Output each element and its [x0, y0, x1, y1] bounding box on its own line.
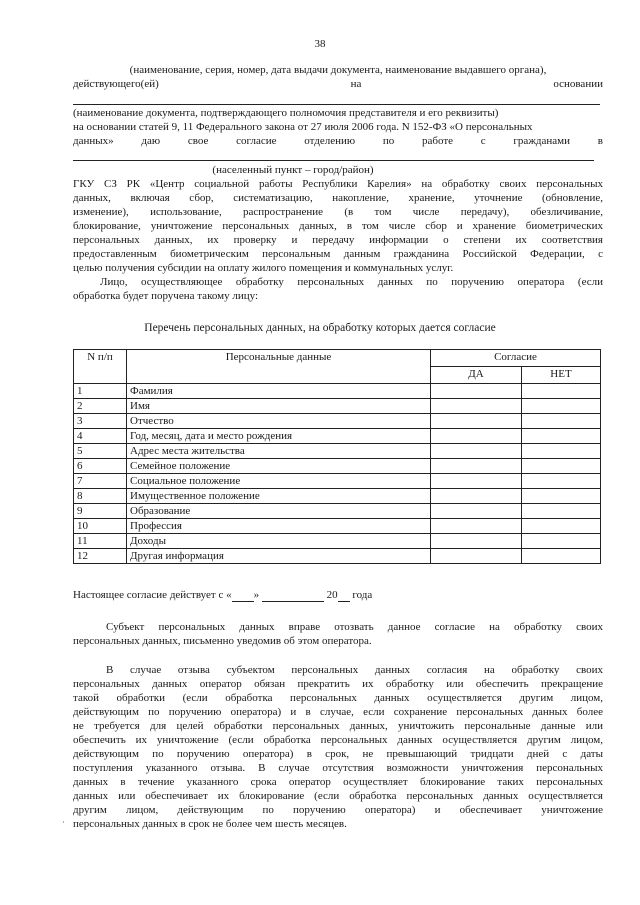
consent-paragraph-line: данных, включая сбор, систематизацию, накопление, хранение, уточнение (обновление, [73, 192, 603, 204]
doc-caption-line: (наименование, серия, номер, дата выдачи документа, наименование выдавшего органа), [129, 64, 547, 76]
yes-cell[interactable] [431, 399, 522, 414]
table-header-row [74, 350, 601, 367]
place-underline [73, 160, 594, 161]
table-row [74, 384, 601, 399]
validity-mid: » [253, 589, 260, 601]
acting-word: действующего(ей) [73, 78, 159, 90]
yes-cell[interactable] [431, 519, 522, 534]
withdraw-paragraph-line: Субъект персональных данных вправе отозвать данное согласие на обработку своих [106, 621, 603, 633]
no-cell[interactable] [522, 444, 601, 459]
revoke-paragraph-line: В случае отзыва субъектом персональных данных согласия на обработку своих [106, 664, 603, 676]
no-cell[interactable] [522, 504, 601, 519]
row-label: Семейное положение [127, 459, 431, 474]
no-cell[interactable] [522, 429, 601, 444]
table-row [74, 414, 601, 429]
yes-cell[interactable] [431, 504, 522, 519]
row-number: 5 [74, 444, 127, 459]
yes-cell[interactable] [431, 474, 522, 489]
revoke-paragraph-line: обеспечить их уничтожение (если обработка персональных данных осуществляется другим лицом, [73, 734, 603, 746]
table-row [74, 444, 601, 459]
month-blank[interactable] [262, 589, 324, 602]
row-label: Профессия [127, 519, 431, 534]
no-cell[interactable] [522, 534, 601, 549]
row-label: Доходы [127, 534, 431, 549]
consent-line [73, 135, 603, 148]
table-row [74, 549, 601, 564]
no-cell[interactable] [522, 489, 601, 504]
yes-cell[interactable] [431, 384, 522, 399]
row-number: 1 [74, 384, 127, 399]
no-cell[interactable] [522, 474, 601, 489]
row-label: Адрес места жительства [127, 444, 431, 459]
no-cell[interactable] [522, 384, 601, 399]
table-row [74, 534, 601, 549]
row-number: 3 [74, 414, 127, 429]
revoke-paragraph-line: персональных данных в срок не более чем шесть месяцев. [73, 818, 347, 830]
consent-word: свое [187, 135, 209, 147]
page-number: 38 [314, 38, 326, 50]
table-row [74, 504, 601, 519]
operator-paragraph-line: Лицо, осуществляющее обработку персональных данных по поручению оператора (если [100, 276, 603, 288]
consent-paragraph-line: предоставленным биометрическим персональным данным гражданина Российской Федерации, с [73, 248, 603, 260]
yes-cell[interactable] [431, 459, 522, 474]
no-cell[interactable] [522, 459, 601, 474]
day-blank[interactable] [232, 589, 254, 602]
row-label: Образование [127, 504, 431, 519]
revoke-paragraph-line: данных или обеспечивает их блокирование (если обработка персональных данных осуществляется [73, 790, 603, 802]
consent-paragraph-line: целью получения субсидии на оплату жилого помещения и коммунальных услуг. [73, 262, 454, 274]
revoke-paragraph-line: данных в течение указанного срока оператор осуществляет блокирование таких персональных [73, 776, 603, 788]
table-row [74, 489, 601, 504]
no-cell[interactable] [522, 549, 601, 564]
consent-word: по [382, 135, 395, 147]
row-label: Имя [127, 399, 431, 414]
revoke-paragraph-line: другим лицом, действующим по поручению оператора) и обеспечивает уничтожение [73, 804, 603, 816]
no-cell[interactable] [522, 414, 601, 429]
header-personal-data: Персональные данные [127, 350, 431, 384]
no-cell[interactable] [522, 519, 601, 534]
row-label: Фамилия [127, 384, 431, 399]
personal-data-table [73, 349, 601, 564]
place-caption: (населенный пункт – город/район) [212, 164, 374, 176]
revoke-paragraph-line: персональных данных оператор обязан прекратить их обработку или обеспечить прекращение [73, 678, 603, 690]
header-number: N п/п [74, 350, 127, 384]
row-number: 10 [74, 519, 127, 534]
revoke-paragraph-line: действующим по поручению оператора) и в случае, если сохранение персональных данных более [73, 706, 603, 718]
consent-word: гражданами [513, 135, 571, 147]
row-number: 8 [74, 489, 127, 504]
consent-word: даю [141, 135, 161, 147]
table-row [74, 429, 601, 444]
yes-cell[interactable] [431, 414, 522, 429]
consent-paragraph-line: изменение), использование, распространение (в том числе передачу), обезличивание, [73, 206, 603, 218]
consent-word: данных» [73, 135, 114, 147]
row-number: 11 [74, 534, 127, 549]
row-number: 4 [74, 429, 127, 444]
header-no: НЕТ [522, 367, 601, 384]
table-row [74, 399, 601, 414]
yes-cell[interactable] [431, 489, 522, 504]
on-word: на [350, 78, 362, 90]
table-row [74, 474, 601, 489]
scan-speck-icon: · [62, 818, 65, 827]
row-label: Отчество [127, 414, 431, 429]
header-consent: Согласие [431, 350, 601, 367]
revoke-paragraph-line: такой обработки (если обработка персональных данных осуществляется другим лицом, [73, 692, 603, 704]
yes-cell[interactable] [431, 444, 522, 459]
revoke-paragraph-line: не требуется для целей обработки персональных данных, уничтожить персональные данные или [73, 720, 603, 732]
year-word: года [352, 589, 373, 601]
validity-prefix: Настоящее согласие действует с « [73, 589, 232, 601]
row-label: Имущественное положение [127, 489, 431, 504]
row-label: Год, месяц, дата и место рождения [127, 429, 431, 444]
rep-doc-underline [73, 104, 600, 105]
consent-word: с [480, 135, 486, 147]
consent-word: работе [422, 135, 454, 147]
consent-paragraph-line: ГКУ СЗ РК «Центр социальной работы Республики Карелия» на обработку своих персональных [73, 178, 603, 190]
consent-word: в [597, 135, 603, 147]
row-number: 9 [74, 504, 127, 519]
table-row [74, 459, 601, 474]
row-number: 12 [74, 549, 127, 564]
yes-cell[interactable] [431, 429, 522, 444]
row-label: Социальное положение [127, 474, 431, 489]
withdraw-paragraph-line: персональных данных, письменно уведомив об этом оператора. [73, 635, 372, 647]
row-number: 6 [74, 459, 127, 474]
row-number: 2 [74, 399, 127, 414]
no-cell[interactable] [522, 399, 601, 414]
validity-line [73, 589, 603, 602]
table-title: Перечень персональных данных, на обработку которых дается согласие [144, 322, 496, 334]
consent-paragraph-line: персональных данных, их проверку и передачу информации о степени их соответствия [73, 234, 603, 246]
consent-word: согласие [236, 135, 277, 147]
year-blank[interactable] [338, 589, 350, 602]
yes-cell[interactable] [431, 534, 522, 549]
revoke-paragraph-line: поступления указанного отзыва. В случае отсутствия возможности уничтожения персональных [73, 762, 603, 774]
rep-doc-caption: (наименование документа, подтверждающего полномочия представителя и его реквизиты) [73, 107, 499, 119]
revoke-paragraph-line: действующим по поручению оператора) в срок, не превышающий тридцати дней с даты [73, 748, 603, 760]
yes-cell[interactable] [431, 549, 522, 564]
operator-paragraph-line: обработка будет поручена такому лицу: [73, 290, 259, 302]
header-yes: ДА [431, 367, 522, 384]
basis-word: основании [553, 78, 603, 90]
row-label: Другая информация [127, 549, 431, 564]
row-number: 7 [74, 474, 127, 489]
year-prefix: 20 [326, 589, 338, 601]
table-row [74, 519, 601, 534]
consent-paragraph-line: блокирование, уничтожение персональных данных, в том числе сбор и хранение биометрических [73, 220, 603, 232]
acting-on-basis-line [73, 78, 603, 91]
consent-word: отделению [304, 135, 356, 147]
law-line: на основании статей 9, 11 Федерального закона от 27 июля 2006 года. N 152-ФЗ «О персональных [73, 121, 533, 133]
